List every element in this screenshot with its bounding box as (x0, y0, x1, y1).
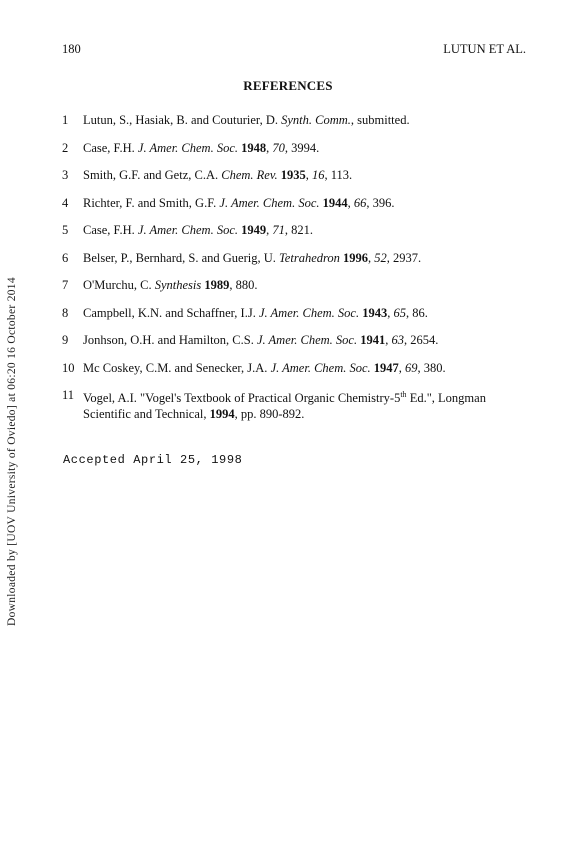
reference-fragment: , submitted. (350, 113, 410, 127)
reference-number: 10 (62, 360, 75, 375)
reference-fragment: Mc Coskey, C.M. and Senecker, J.A. (83, 360, 271, 375)
reference-fragment: Richter, F. and Smith, G.F. (83, 195, 220, 210)
reference-fragment: , (266, 223, 273, 237)
reference-fragment: Vogel, A.I. "Vogel's Textbook of Practical Organic Chemistry-5 (83, 391, 401, 406)
reference-text (83, 387, 532, 422)
reference-fragment: 16 (311, 168, 325, 182)
reference-list (62, 112, 532, 422)
reference-item (62, 250, 532, 266)
reference-fragment: Tetrahedron (279, 250, 340, 265)
reference-text (83, 195, 532, 211)
reference-fragment: 69 (405, 360, 418, 375)
reference-fragment: 1943 (362, 305, 388, 320)
reference-text (83, 250, 532, 266)
reference-fragment: , (387, 305, 394, 320)
reference-text (83, 332, 532, 348)
reference-item (62, 277, 532, 293)
accepted-note: Accepted April 25, 1998 (63, 453, 243, 467)
reference-fragment: 71 (272, 223, 285, 237)
reference-text (83, 277, 532, 293)
reference-fragment: Campbell, K.N. and Schaffner, I.J. (83, 305, 259, 320)
reference-number: 2 (62, 140, 69, 155)
reference-fragment: Smith, G.F. and Getz, C.A. (83, 168, 222, 182)
page-number: 180 (62, 42, 81, 56)
reference-fragment: 52 (374, 250, 387, 265)
reference-fragment: 63 (391, 333, 404, 347)
reference-number: 3 (62, 168, 69, 182)
reference-item (62, 360, 532, 376)
reference-number: 4 (62, 195, 69, 210)
reference-fragment: Synthesis (154, 278, 202, 292)
reference-fragment: , 2654. (403, 333, 439, 347)
reference-fragment: , (398, 360, 406, 375)
reference-fragment: , 2937. (386, 250, 422, 265)
reference-fragment: J. Amer. Chem. Soc. (256, 333, 358, 347)
reference-item (62, 222, 532, 238)
reference-fragment: Case, F.H. (83, 140, 138, 155)
reference-fragment: , (368, 250, 375, 265)
reference-fragment: O'Murchu, C. (83, 278, 155, 292)
reference-text (83, 167, 532, 183)
reference-fragment: , (347, 195, 354, 210)
reference-fragment: , 880. (229, 278, 258, 292)
reference-fragment: Chem. Rev. (221, 168, 278, 182)
reference-number: 8 (62, 305, 69, 320)
reference-fragment: , 396. (366, 195, 395, 210)
reference-fragment: , 821. (284, 223, 314, 237)
reference-text (83, 112, 532, 128)
reference-text (83, 222, 532, 238)
reference-fragment: , (385, 333, 392, 347)
reference-text (83, 360, 532, 376)
reference-fragment: Lutun, S., Hasiak, B. and Couturier, D. (83, 113, 282, 127)
section-title: REFERENCES (243, 78, 333, 93)
reference-fragment: 1949 (241, 223, 267, 237)
reference-fragment: J. Amer. Chem. Soc. (137, 140, 239, 155)
reference-fragment: 1994 (209, 407, 235, 422)
reference-fragment: th (400, 390, 407, 399)
download-watermark: Downloaded by [UOV University of Oviedo] at 06:20 16 October 2014 (6, 277, 18, 626)
reference-item (62, 112, 532, 128)
reference-fragment: Belser, P., Bernhard, S. and Guerig, U. (83, 250, 279, 265)
running-title: LUTUN ET AL. (443, 42, 526, 56)
reference-fragment: 1935 (280, 168, 306, 182)
reference-number: 1 (62, 113, 69, 127)
reference-number: 9 (62, 333, 69, 347)
reference-fragment: , (266, 140, 273, 155)
reference-fragment: Jonhson, O.H. and Hamilton, C.S. (83, 333, 257, 347)
reference-fragment: 65 (393, 305, 406, 320)
reference-fragment: , 113. (324, 168, 353, 182)
reference-item (62, 332, 532, 348)
reference-fragment: J. Amer. Chem. Soc. (258, 305, 360, 320)
reference-fragment: 1996 (343, 250, 369, 265)
reference-fragment: 1941 (360, 333, 386, 347)
reference-fragment: J. Amer. Chem. Soc. (219, 195, 320, 210)
reference-item (62, 167, 532, 183)
reference-fragment: J. Amer. Chem. Soc. (137, 223, 239, 237)
reference-fragment: Synth. Comm. (281, 113, 351, 127)
reference-fragment: Ed.", Longman Scientific and Technical, (83, 391, 486, 422)
reference-fragment: J. Amer. Chem. Soc. (270, 360, 371, 375)
reference-number: 5 (62, 223, 69, 237)
reference-fragment: , (305, 168, 312, 182)
reference-fragment: 1944 (322, 195, 348, 210)
reference-fragment: , 380. (417, 360, 446, 375)
reference-number: 7 (62, 278, 69, 292)
reference-text (83, 305, 532, 321)
reference-fragment: 66 (353, 195, 367, 210)
reference-fragment: , 86. (405, 305, 428, 320)
reference-fragment: , pp. 890-892. (234, 407, 305, 422)
reference-number: 11 (62, 388, 75, 402)
reference-fragment: , 3994. (284, 140, 320, 155)
reference-item (62, 195, 532, 211)
reference-item (62, 305, 532, 321)
reference-number: 6 (62, 250, 69, 265)
reference-item (62, 387, 532, 422)
reference-fragment: 1989 (204, 278, 230, 292)
reference-fragment: 1947 (373, 360, 399, 375)
reference-fragment: Case, F.H. (83, 223, 138, 237)
reference-fragment: 1948 (241, 140, 267, 155)
reference-fragment: 70 (272, 140, 285, 155)
reference-text (83, 140, 532, 156)
reference-item (62, 140, 532, 156)
